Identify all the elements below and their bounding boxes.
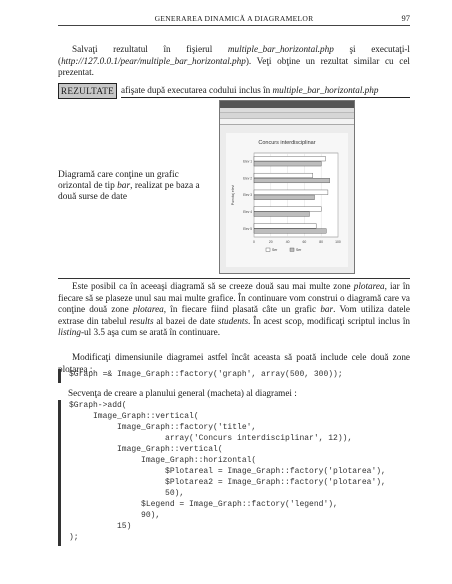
running-title: GENERAREA DINAMICĂ A DIAGRAMELOR xyxy=(154,14,314,23)
term: listing xyxy=(58,327,81,338)
text-run: Salvaţi rezultatul în fişierul xyxy=(72,44,228,54)
code-line: Image_Graph::factory('title', xyxy=(69,423,257,432)
x-tick-label: 20 xyxy=(268,240,273,244)
x-tick-label: 60 xyxy=(302,240,307,244)
category-label: Elev 4 xyxy=(243,210,252,214)
figure-caption xyxy=(58,170,208,204)
code-line: $Plotareal = Image_Graph::factory('plotarea'), xyxy=(69,467,386,476)
url-link: http://127.0.0.1/pear/multiple_bar_horizontal.php xyxy=(61,55,246,66)
category-label: Elev 3 xyxy=(243,193,252,198)
x-tick-label: 40 xyxy=(285,240,290,244)
text-run: , iar în fiecare să se plaseze unul sau mai multe grafice. În continuare vom construi o diagramă care va conţine două zone xyxy=(58,281,410,315)
file-name: multiple_bar_horizontal.php xyxy=(272,85,379,95)
paragraph-layout: Secvenţa de creare a planului general (macheta) al diagramei : xyxy=(68,388,297,398)
text-run: . Vom utiliza datele extrase din tabelul xyxy=(58,304,410,326)
term: results xyxy=(129,315,154,326)
code-line: $Legend = Image_Graph::factory('legend'), xyxy=(69,500,338,509)
code-line: array('Concurs interdisciplinar', 12)), xyxy=(69,434,353,443)
browser-address-bar xyxy=(220,119,354,125)
chart-svg xyxy=(226,133,348,267)
code-line: 50), xyxy=(69,489,185,498)
chart-title: Concurs interdisciplinar xyxy=(258,140,316,146)
y-axis-label: Punctaj elevi xyxy=(231,184,235,206)
bar xyxy=(254,229,326,234)
file-name: multiple_bar_horizontal.php xyxy=(227,44,334,54)
legend-swatch xyxy=(290,248,294,251)
browser-screenshot xyxy=(219,100,355,274)
text-run: afişate după executarea codului inclus în xyxy=(121,85,273,95)
term: bar xyxy=(320,304,334,315)
text-run: bar xyxy=(117,181,131,192)
section-divider xyxy=(58,278,410,279)
text-run: , realizat pe baza a două surse de date xyxy=(58,181,200,203)
code-line: Image_Graph::vertical( xyxy=(69,412,199,421)
text-run: ). Veţi obţine un rezultat similar cu cel prezentat. xyxy=(58,55,410,78)
bar xyxy=(254,156,325,161)
code-line: Image_Graph::horizontal( xyxy=(69,456,257,465)
bar xyxy=(254,190,328,195)
category-label: Elev 1 xyxy=(243,159,252,164)
term: plotarea xyxy=(132,304,164,315)
code-line: ); xyxy=(69,533,79,542)
bar xyxy=(254,161,321,166)
text-run: . În acest scop, modificaţi scriptul inclus în xyxy=(248,315,411,326)
bar xyxy=(254,178,330,183)
code-block-graph-size xyxy=(58,369,410,383)
results-label-box: REZULTATE xyxy=(58,83,117,99)
text-run: , în fiecare fiind plasată câte un grafic xyxy=(163,304,321,315)
bar xyxy=(254,207,321,212)
page-number: 97 xyxy=(401,13,410,23)
browser-title-bar xyxy=(220,101,354,108)
x-tick-label: 80 xyxy=(319,240,324,244)
text-run: Diagramă care conţine un grafic orizontal de tip xyxy=(58,170,179,192)
term: students xyxy=(217,315,249,326)
code-line: Image_Graph::vertical( xyxy=(69,445,223,454)
code-block-layout xyxy=(58,400,410,546)
legend-label: Ser xyxy=(272,248,278,252)
text-run: Este posibil ca în aceeaşi diagramă să se creeze două sau mai multe zone xyxy=(72,281,354,291)
code-line: $Graph->add( xyxy=(69,401,127,410)
code-line: $Plotarea2 = Image_Graph::factory('plotarea'), xyxy=(69,478,386,487)
bar xyxy=(254,195,314,200)
bar xyxy=(254,224,316,229)
paragraph-resize: Modificaţi dimensiunile diagramei astfel încât aceasta să poată include cele două zone plotarea : xyxy=(58,352,410,374)
category-label: Elev 5 xyxy=(243,226,252,231)
legend-label: Ser xyxy=(296,248,302,252)
code-line: 90), xyxy=(69,511,161,520)
results-heading xyxy=(58,83,410,99)
text-run: al bazei de date xyxy=(153,315,218,326)
page-header xyxy=(58,12,410,26)
chart-canvas xyxy=(226,133,348,267)
bar xyxy=(254,173,313,178)
term: plotarea xyxy=(353,281,385,291)
code-line: 15) xyxy=(69,522,132,531)
x-tick-label: 0 xyxy=(253,240,255,244)
paragraph-plotarea-intro xyxy=(58,281,410,339)
results-description xyxy=(121,84,410,98)
legend-swatch xyxy=(266,248,270,251)
x-tick-label: 100 xyxy=(335,240,341,244)
bar xyxy=(254,212,309,217)
text-run: -ul 3.5 aşa cum se arată în continuare. xyxy=(80,327,221,338)
paragraph-save-result xyxy=(58,44,410,79)
text-run: şi executaţi-l ( xyxy=(58,44,410,66)
category-label: Elev 2 xyxy=(243,176,252,181)
code-line: $Graph =& Image_Graph::factory('graph', array(500, 300)); xyxy=(69,370,343,379)
